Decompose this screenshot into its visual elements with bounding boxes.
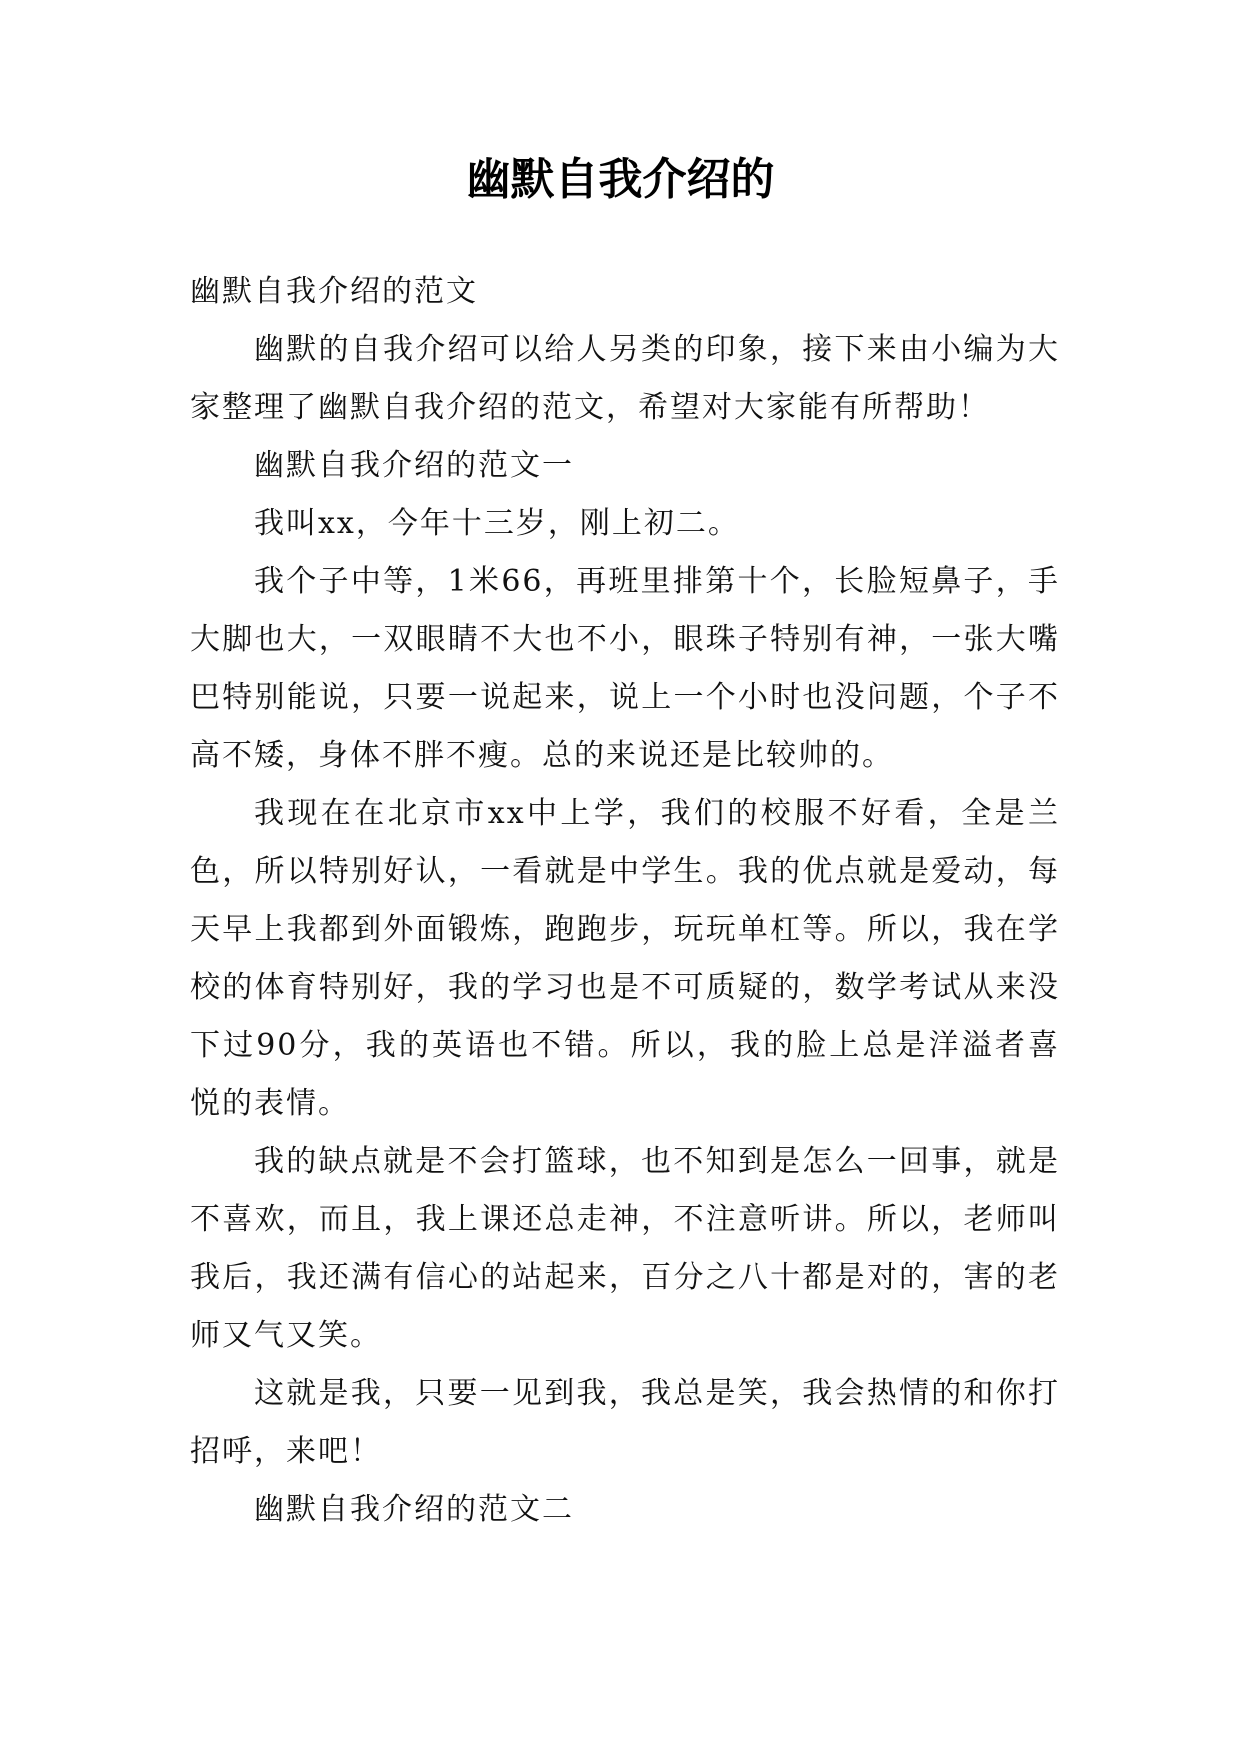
intro-paragraph: 幽默的自我介绍可以给人另类的印象，接下来由小编为大家整理了幽默自我介绍的范文，希望对大家能有所帮助！	[190, 332, 1060, 425]
document-title: 幽默自我介绍的	[466, 154, 775, 205]
body-paragraph: 我叫xx，今年十三岁，刚上初二。	[254, 506, 740, 541]
body-paragraph: 我的缺点就是不会打篮球，也不知到是怎么一回事，就是不喜欢，而且，我上课还总走神，不注意听讲。所以，老师叫我后，我还满有信心的站起来，百分之八十都是对的，害的老师又气又笑。	[190, 1144, 1060, 1353]
section-heading: 幽默自我介绍的范文	[190, 274, 478, 309]
document-body	[190, 263, 1060, 1539]
sample-two-heading: 幽默自我介绍的范文二	[254, 1492, 574, 1527]
body-paragraph: 我个子中等，1米66，再班里排第十个，长脸短鼻子，手大脚也大，一双眼睛不大也不小，眼珠子特别有神，一张大嘴巴特别能说，只要一说起来，说上一个小时也没问题，个子不高不矮，身体不胖不瘦。总的来说还是比较帅的。	[190, 564, 1060, 773]
body-paragraph: 这就是我，只要一见到我，我总是笑，我会热情的和你打招呼，来吧！	[190, 1376, 1060, 1469]
body-paragraph: 我现在在北京市xx中上学，我们的校服不好看，全是兰色，所以特别好认，一看就是中学生。我的优点就是爱动，每天早上我都到外面锻炼，跑跑步，玩玩单杠等。所以，我在学校的体育特别好，我的学习也是不可质疑的，数学考试从来没下过90分，我的英语也不错。所以，我的脸上总是洋溢者喜悦的表情。	[190, 796, 1060, 1121]
sample-one-heading: 幽默自我介绍的范文一	[254, 448, 574, 483]
